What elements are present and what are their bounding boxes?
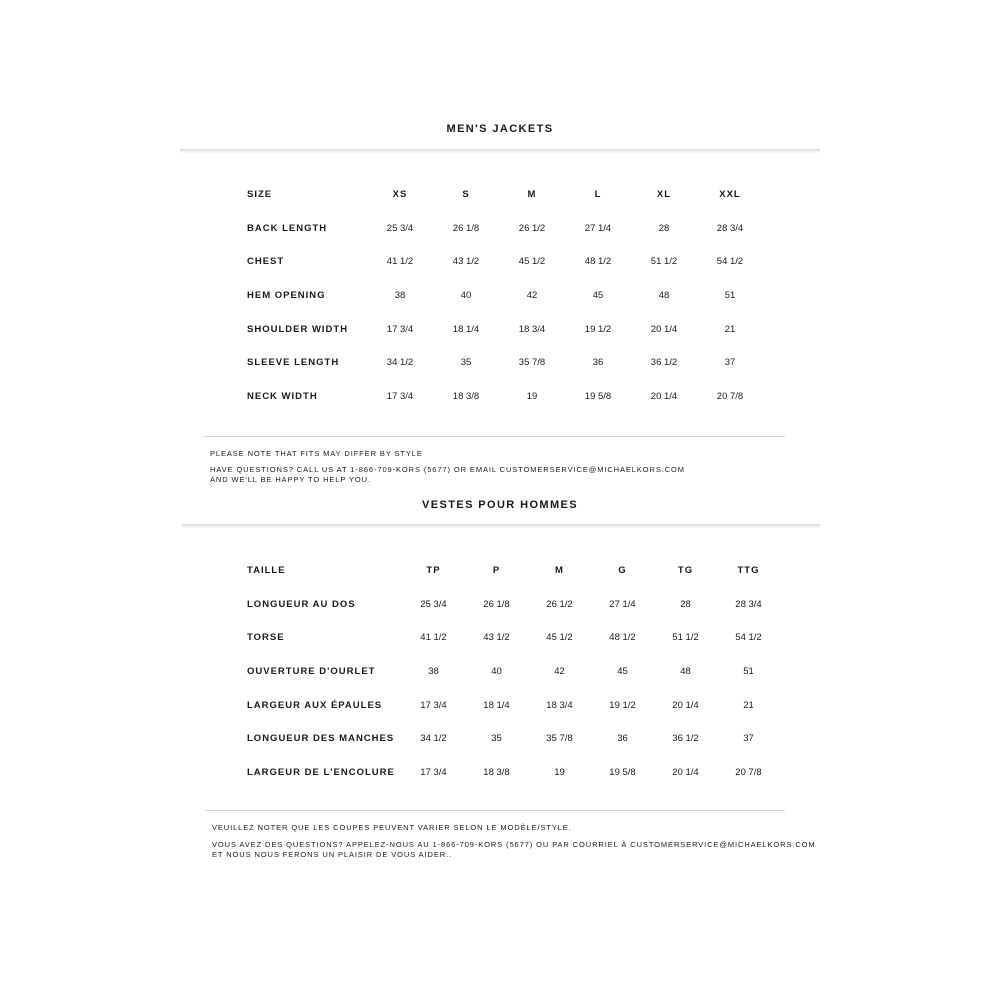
table-cell: 18 1/4: [483, 699, 510, 711]
table-cell: 38: [428, 666, 439, 678]
table-cell: 19: [554, 766, 565, 778]
table-cell: 20 1/4: [672, 699, 699, 711]
table-cell: 18 1/4: [452, 323, 480, 335]
table-row: [247, 588, 780, 622]
row-label: NECK WIDTH: [247, 390, 318, 402]
french-header-cell: P: [492, 565, 501, 577]
table-cell: 21: [743, 699, 754, 711]
table-row: [247, 312, 763, 346]
table-cell: 48 1/2: [609, 632, 636, 644]
french-header-row: [247, 554, 780, 588]
english-header-cell: S: [462, 189, 470, 201]
french-note-help: ET NOUS NOUS FERONS UN PLAISIR DE VOUS AIDER..: [212, 850, 453, 859]
table-row: [247, 212, 763, 246]
french-note-fit: VEUILLEZ NOTER QUE LES COUPES PEUVENT VARIER SELON LE MODÈLE/STYLE.: [212, 823, 572, 832]
french-header-cell: TP: [426, 565, 441, 577]
table-cell: 42: [526, 290, 538, 302]
table-cell: 27 1/4: [609, 598, 636, 610]
table-cell: 54 1/2: [735, 632, 762, 644]
french-bottom-rule: [205, 810, 785, 811]
table-cell: 48 1/2: [584, 256, 612, 268]
table-cell: 20 1/4: [650, 390, 678, 402]
table-cell: 36 1/2: [650, 357, 678, 369]
table-cell: 45: [617, 666, 628, 678]
english-note-fit: PLEASE NOTE THAT FITS MAY DIFFER BY STYLE: [210, 449, 423, 458]
table-cell: 36 1/2: [672, 733, 699, 745]
table-cell: 35 7/8: [546, 733, 573, 745]
row-label: SLEEVE LENGTH: [247, 357, 340, 369]
table-cell: 18 3/4: [546, 699, 573, 711]
table-cell: 28 3/4: [735, 598, 762, 610]
row-label: LONGUEUR AU DOS: [247, 598, 356, 610]
table-cell: 19 1/2: [609, 699, 636, 711]
table-row: [247, 346, 763, 380]
table-cell: 37: [743, 733, 754, 745]
table-cell: 43 1/2: [483, 632, 510, 644]
table-cell: 21: [724, 323, 736, 335]
table-cell: 45: [592, 290, 604, 302]
table-cell: 40: [460, 290, 472, 302]
english-header-row: [247, 178, 763, 212]
french-header-cell: TTG: [737, 565, 760, 577]
table-cell: 35: [460, 357, 472, 369]
table-cell: 42: [554, 666, 565, 678]
table-row: [247, 756, 780, 790]
table-cell: 26 1/2: [518, 222, 546, 234]
table-cell: 41 1/2: [386, 256, 414, 268]
french-header-cell: TG: [677, 565, 694, 577]
table-cell: 36: [592, 357, 604, 369]
table-row: [247, 621, 780, 655]
row-label: LONGUEUR DES MANCHES: [247, 733, 395, 745]
row-label: OUVERTURE D'OURLET: [247, 666, 376, 678]
table-row: [247, 380, 763, 414]
row-label: SHOULDER WIDTH: [247, 323, 349, 335]
table-cell: 19 5/8: [584, 390, 612, 402]
table-cell: 19: [526, 390, 538, 402]
table-cell: 20 1/4: [672, 766, 699, 778]
english-title: MEN'S JACKETS: [446, 123, 554, 135]
english-header-cell: XXL: [719, 189, 741, 201]
english-top-rule: [180, 149, 820, 153]
english-note-contact: HAVE QUESTIONS? CALL US AT 1-866-709-KORS (5677) OR EMAIL CUSTOMERSERVICE@MICHAELKORS.COM: [210, 465, 685, 474]
row-label: HEM OPENING: [247, 290, 326, 302]
english-header-cell: XS: [392, 189, 408, 201]
table-cell: 54 1/2: [716, 256, 744, 268]
table-cell: 20 7/8: [716, 390, 744, 402]
table-row: [247, 655, 780, 689]
table-cell: 40: [491, 666, 502, 678]
row-label: CHEST: [247, 256, 285, 268]
french-note-contact: VOUS AVEZ DES QUESTIONS? APPELEZ-NOUS AU 1-866-709-KORS (5677) OU PAR COURRIEL À CUSTOMERSERVICE@MICHAELKORS.COM: [212, 840, 816, 849]
english-header-cell: M: [527, 189, 537, 201]
row-label: BACK LENGTH: [247, 222, 328, 234]
table-row: [247, 245, 763, 279]
table-cell: 51: [724, 290, 736, 302]
row-label: LARGEUR DE L'ENCOLURE: [247, 766, 395, 778]
french-title: VESTES POUR HOMMES: [422, 499, 578, 511]
row-label: LARGEUR AUX ÉPAULES: [247, 699, 383, 711]
english-header-cell: XL: [656, 189, 672, 201]
row-label: TORSE: [247, 632, 285, 644]
table-cell: 18 3/8: [483, 766, 510, 778]
english-size-table: [247, 178, 763, 413]
english-note-help: AND WE'LL BE HAPPY TO HELP YOU.: [210, 475, 371, 484]
table-cell: 28: [680, 598, 691, 610]
table-cell: 45 1/2: [518, 256, 546, 268]
table-cell: 35: [491, 733, 502, 745]
table-cell: 25 3/4: [420, 598, 447, 610]
table-cell: 19 1/2: [584, 323, 612, 335]
french-header-cell: M: [555, 565, 564, 577]
table-cell: 28: [658, 222, 670, 234]
table-cell: 27 1/4: [584, 222, 612, 234]
table-cell: 20 7/8: [735, 766, 762, 778]
french-header-cell: G: [618, 565, 627, 577]
table-cell: 51: [743, 666, 754, 678]
table-cell: 25 3/4: [386, 222, 414, 234]
table-cell: 43 1/2: [452, 256, 480, 268]
table-cell: 19 5/8: [609, 766, 636, 778]
english-header-cell: L: [594, 189, 602, 201]
table-cell: 17 3/4: [420, 699, 447, 711]
table-cell: 26 1/2: [546, 598, 573, 610]
table-cell: 20 1/4: [650, 323, 678, 335]
table-row: [247, 722, 780, 756]
table-cell: 48: [680, 666, 691, 678]
table-cell: 17 3/4: [420, 766, 447, 778]
french-top-rule: [182, 524, 820, 528]
table-cell: 34 1/2: [420, 733, 447, 745]
table-cell: 26 1/8: [452, 222, 480, 234]
table-row: [247, 688, 780, 722]
table-cell: 17 3/4: [386, 323, 414, 335]
table-row: [247, 279, 763, 313]
table-cell: 48: [658, 290, 670, 302]
table-cell: 36: [617, 733, 628, 745]
table-cell: 18 3/4: [518, 323, 546, 335]
table-cell: 51 1/2: [672, 632, 699, 644]
french-size-table: [247, 554, 780, 789]
table-cell: 26 1/8: [483, 598, 510, 610]
table-cell: 17 3/4: [386, 390, 414, 402]
table-cell: 35 7/8: [518, 357, 546, 369]
table-cell: 28 3/4: [716, 222, 744, 234]
table-cell: 45 1/2: [546, 632, 573, 644]
table-cell: 41 1/2: [420, 632, 447, 644]
english-header-cell: SIZE: [247, 189, 273, 201]
english-bottom-rule: [203, 436, 785, 437]
table-cell: 37: [724, 357, 736, 369]
table-cell: 34 1/2: [386, 357, 414, 369]
table-cell: 38: [394, 290, 406, 302]
table-cell: 51 1/2: [650, 256, 678, 268]
table-cell: 18 3/8: [452, 390, 480, 402]
french-header-cell: TAILLE: [247, 565, 286, 577]
